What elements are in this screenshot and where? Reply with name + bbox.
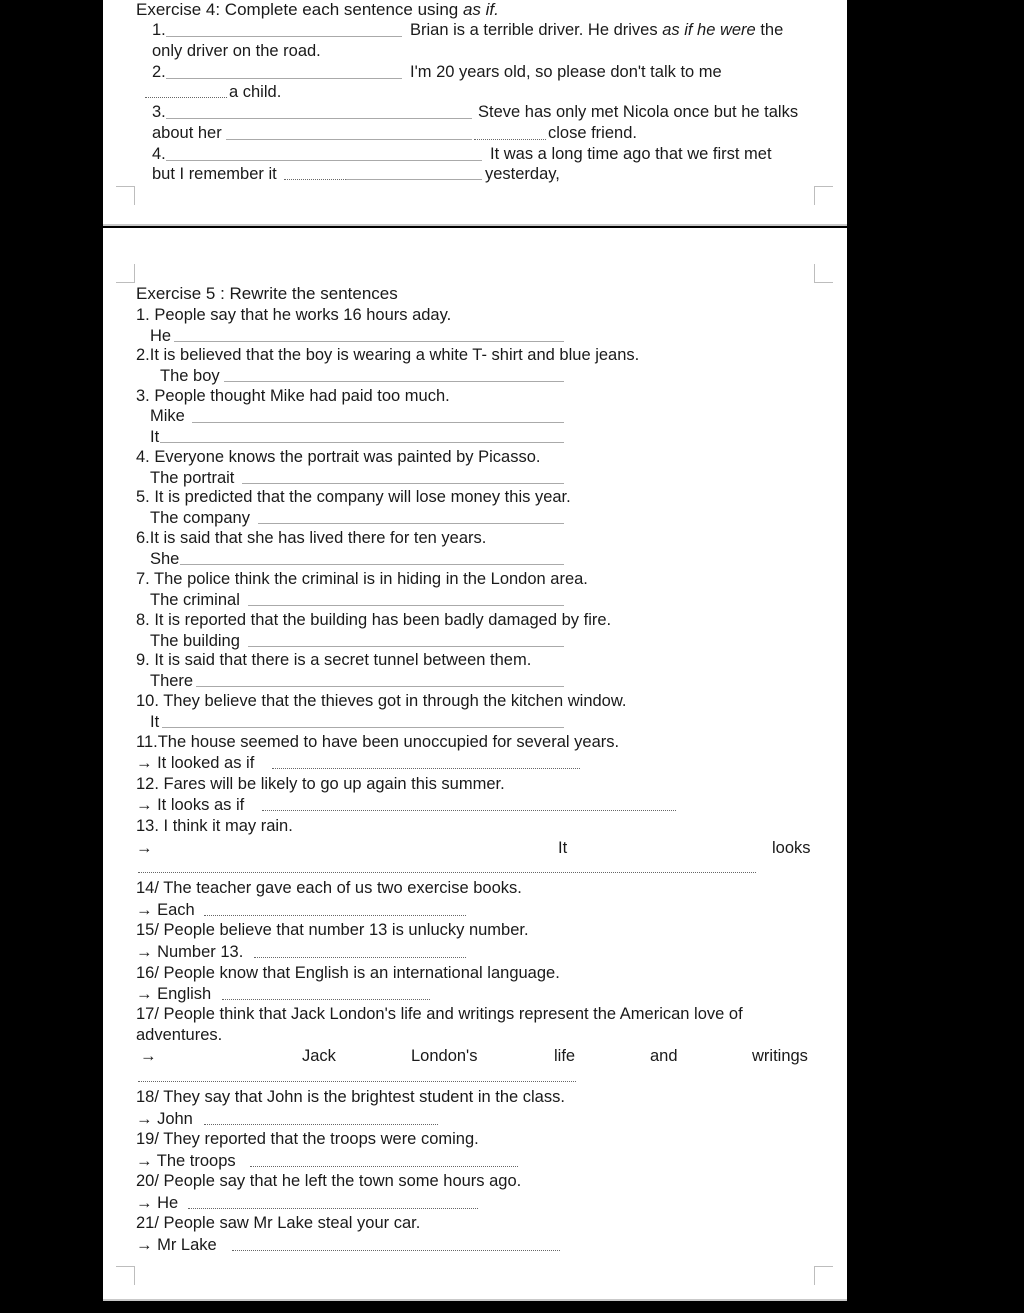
ex4-item-2-num: 2.	[152, 63, 166, 81]
ex5-q7: 7. The police think the criminal is in hiding in the London area.	[136, 570, 588, 588]
page-separator-bottom	[103, 1299, 847, 1301]
answer-line[interactable]	[160, 442, 564, 443]
corner-mark	[116, 264, 135, 283]
answer-dots[interactable]	[138, 1081, 576, 1082]
ex5-a4: The portrait	[150, 469, 235, 487]
ex5-q17: 17/ People think that Jack London's life and writings represent the American love of	[136, 1005, 743, 1023]
ex5-q21: 21/ People saw Mr Lake steal your car.	[136, 1214, 421, 1232]
ex5-a17-w3: life	[554, 1047, 576, 1065]
ex4-item-4-line2a: but I remember it	[152, 165, 277, 183]
ex5-a20: → He	[136, 1194, 179, 1212]
ex5-a13-mid: It	[558, 839, 568, 857]
ex5-a9: There	[150, 672, 194, 690]
ex5-a10: It	[150, 713, 160, 731]
answer-line[interactable]	[224, 381, 564, 382]
answer-line[interactable]	[166, 36, 402, 37]
ex5-a17-w1: Jack	[302, 1047, 336, 1065]
answer-dots[interactable]	[262, 810, 676, 811]
ex5-q17-line2: adventures.	[136, 1026, 223, 1044]
answer-line[interactable]	[174, 341, 564, 342]
ex5-q15: 15/ People believe that number 13 is unlucky number.	[136, 921, 529, 939]
answer-dots[interactable]	[254, 957, 466, 958]
ex5-a7: The criminal	[150, 591, 240, 609]
ex4-item-2-text: I'm 20 years old, so please don't talk to me	[410, 63, 722, 81]
ex5-q1: 1. People say that he works 16 hours aday.	[136, 306, 452, 324]
ex4-item-2-line2: a child.	[229, 83, 282, 101]
ex5-q14: 14/ The teacher gave each of us two exercise books.	[136, 879, 522, 897]
ex5-q19: 19/ They reported that the troops were coming.	[136, 1130, 479, 1148]
ex5-q2: 2.It is believed that the boy is wearing a white T- shirt and blue jeans.	[136, 346, 640, 364]
ex5-q5: 5. It is predicted that the company will lose money this year.	[136, 488, 571, 506]
ex5-a12: → It looks as if	[136, 796, 245, 814]
ex5-a15: → Number 13.	[136, 943, 244, 961]
ex5-a17-w0: →	[140, 1047, 157, 1065]
corner-mark	[116, 1266, 135, 1285]
answer-dots[interactable]	[138, 872, 756, 873]
ex5-a19: → The troops	[136, 1152, 236, 1170]
ex5-a17-w2: London's	[411, 1047, 478, 1065]
ex5-a21: → Mr Lake	[136, 1236, 217, 1254]
ex5-a11: → It looked as if	[136, 754, 255, 772]
answer-line[interactable]	[162, 727, 564, 728]
ex5-q20: 20/ People say that he left the town some hours ago.	[136, 1172, 522, 1190]
answer-line[interactable]	[226, 139, 472, 140]
ex5-a16: → English	[136, 985, 212, 1003]
ex4-item-3-line2b: close friend.	[548, 124, 637, 142]
ex5-a17-w4: and	[650, 1047, 678, 1065]
answer-dots[interactable]	[188, 1208, 478, 1209]
answer-line[interactable]	[248, 646, 564, 647]
ex5-q11: 11.The house seemed to have been unoccupied for several years.	[136, 733, 620, 751]
corner-mark	[814, 1266, 833, 1285]
answer-line[interactable]	[248, 605, 564, 606]
page-separator	[103, 224, 847, 226]
answer-dots[interactable]	[145, 97, 227, 98]
ex5-q10: 10. They believe that the thieves got in through the kitchen window.	[136, 692, 627, 710]
ex5-q13: 13. I think it may rain.	[136, 817, 293, 835]
ex5-q18: 18/ They say that John is the brightest student in the class.	[136, 1088, 565, 1106]
answer-dots[interactable]	[232, 1250, 560, 1251]
ex5-a18: → John	[136, 1110, 193, 1128]
answer-line[interactable]	[166, 78, 402, 79]
answer-dots[interactable]	[204, 915, 466, 916]
answer-dots[interactable]	[204, 1124, 438, 1125]
answer-line[interactable]	[346, 179, 482, 180]
answer-line[interactable]	[166, 118, 472, 119]
answer-dots[interactable]	[250, 1166, 518, 1167]
ex5-a17-w5: writings	[752, 1047, 808, 1065]
ex4-item-4-line2b: yesterday,	[485, 165, 560, 183]
ex4-item-4-text: It was a long time ago that we first met	[490, 145, 772, 163]
answer-dots[interactable]	[272, 768, 580, 769]
ex5-q8: 8. It is reported that the building has been badly damaged by fire.	[136, 611, 612, 629]
corner-mark	[814, 264, 833, 283]
corner-mark	[814, 186, 833, 205]
answer-line[interactable]	[196, 686, 564, 687]
ex5-q3: 3. People thought Mike had paid too much.	[136, 387, 450, 405]
ex5-a1: He	[150, 327, 172, 345]
ex5-q12: 12. Fares will be likely to go up again this summer.	[136, 775, 505, 793]
answer-dots[interactable]	[222, 999, 430, 1000]
ex5-a13-end: looks	[772, 839, 811, 857]
ex5-a3: Mike	[150, 407, 185, 425]
ex5-q16: 16/ People know that English is an international language.	[136, 964, 560, 982]
answer-dots[interactable]	[284, 179, 346, 180]
answer-dots[interactable]	[474, 139, 546, 140]
ex4-item-4-num: 4.	[152, 145, 166, 163]
ex4-item-3-text: Steve has only met Nicola once but he talks	[478, 103, 799, 121]
ex5-a6: She	[150, 550, 180, 568]
ex4-item-1-line2: only driver on the road.	[152, 42, 321, 60]
answer-line[interactable]	[192, 422, 564, 423]
exercise-5-title: Exercise 5 : Rewrite the sentences	[136, 284, 398, 303]
ex5-a3b: It	[150, 428, 160, 446]
exercise-4-title: Exercise 4: Complete each sentence using as if.	[136, 0, 499, 19]
ex5-q9: 9. It is said that there is a secret tunnel between them.	[136, 651, 532, 669]
ex5-q4: 4. Everyone knows the portrait was painted by Picasso.	[136, 448, 541, 466]
answer-line[interactable]	[180, 564, 564, 565]
ex5-a8: The building	[150, 632, 240, 650]
ex5-a5: The company	[150, 509, 250, 527]
ex4-item-1-text: Brian is a terrible driver. He drives as if he were the	[410, 21, 784, 39]
ex5-a13-arrow: →	[136, 839, 153, 857]
ex4-item-3-line2a: about her	[152, 124, 222, 142]
ex4-item-1-num: 1.	[152, 21, 166, 39]
ex5-a2: The boy	[160, 367, 220, 385]
answer-line[interactable]	[166, 160, 482, 161]
answer-line[interactable]	[242, 483, 564, 484]
ex4-item-3-num: 3.	[152, 103, 166, 121]
ex5-q6: 6.It is said that she has lived there for ten years.	[136, 529, 487, 547]
answer-line[interactable]	[258, 523, 564, 524]
corner-mark	[116, 186, 135, 205]
ex5-a14: → Each	[136, 901, 195, 919]
